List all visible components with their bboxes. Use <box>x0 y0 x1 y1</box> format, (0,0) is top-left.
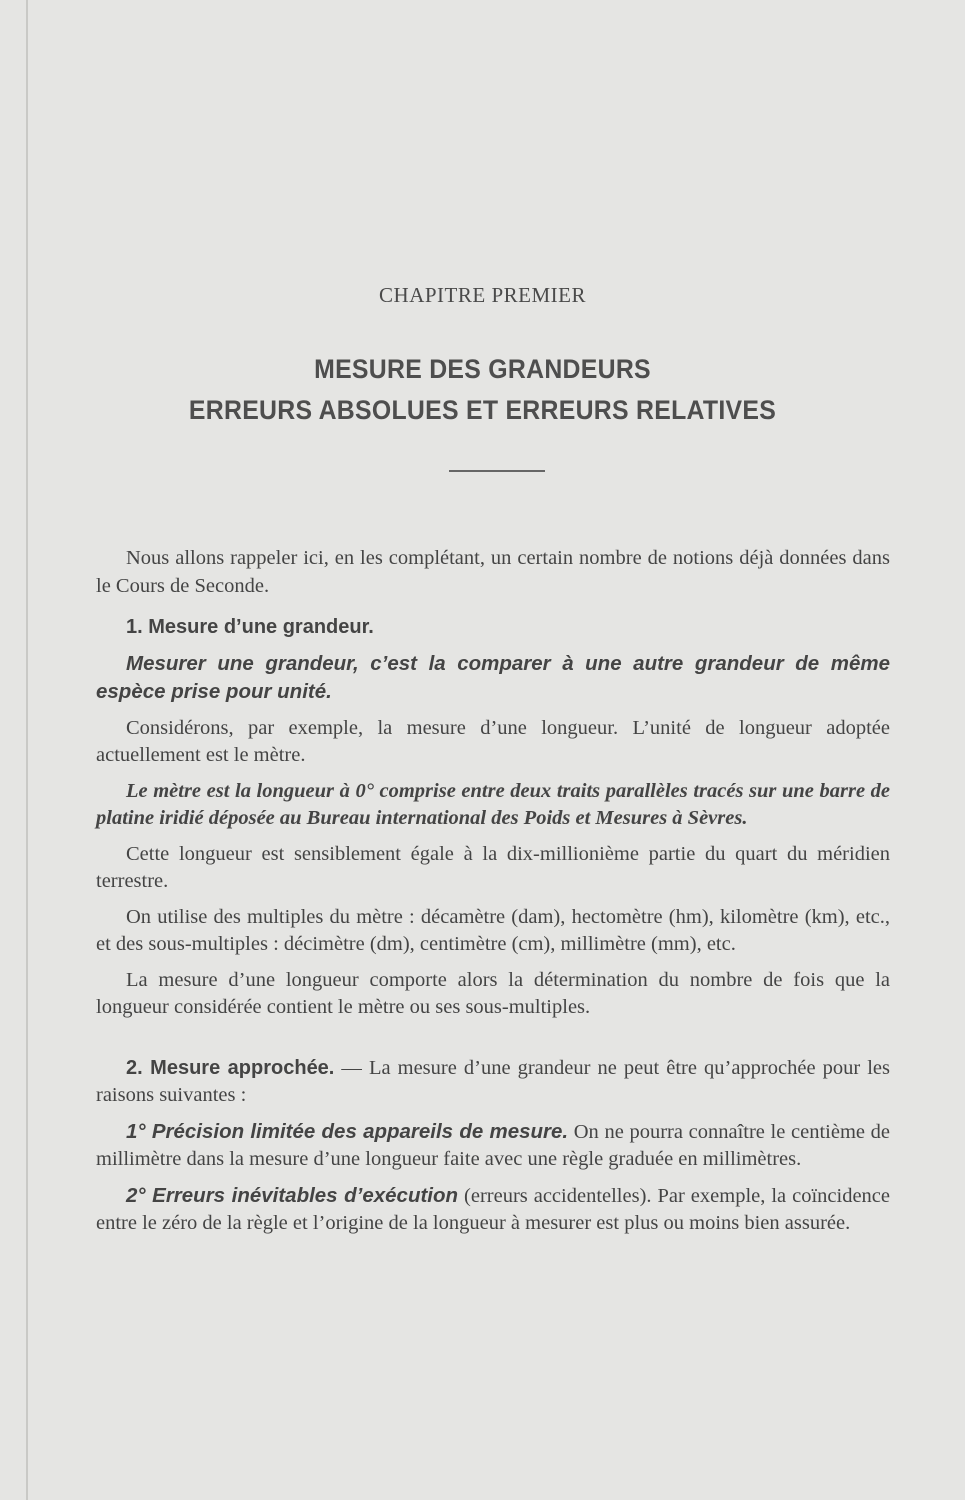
section-2-item-2 <box>96 1182 890 1238</box>
metre-definition-text: Le mètre est la longueur à 0° comprise entre deux traits parallèles tracés sur une barre de platine iridié déposée au Bureau international des Poids et Mesures à Sèvres. <box>96 779 890 829</box>
section-1-paragraph-3: Cette longueur est sensiblement égale à la dix-millionième partie du quart du méridien terrestre. <box>96 842 890 892</box>
item-1-text: On ne pourra connaître le centième de millimètre dans la mesure d’une longueur faite avec une règle graduée en millimètres. <box>96 1120 890 1170</box>
chapter-title-line-1: MESURE DES GRANDEURS <box>314 354 651 384</box>
chapter-label: CHAPITRE PREMIER <box>379 283 586 307</box>
section-1-paragraph-2 <box>96 778 890 833</box>
page-edge-line <box>26 0 28 1500</box>
title-divider <box>449 470 545 472</box>
section-2-heading-text: 2. Mesure approchée. <box>126 1056 335 1079</box>
chapter-title-line-2: ERREURS ABSOLUES ET ERREURS RELATIVES <box>188 395 777 425</box>
section-1-paragraph-5: La mesure d’une longueur comporte alors la détermination du nombre de fois que la longueur considérée contient le mètre ou ses sous-multiples. <box>96 968 890 1018</box>
section-2-intro-text: — La mesure d’une grandeur ne peut être qu’approchée pour les raisons suivantes : <box>96 1056 890 1106</box>
item-2-label: 2° Erreurs inévitables d’exécution <box>126 1183 459 1207</box>
section-1-heading <box>96 614 890 642</box>
section-2-intro <box>96 1055 890 1110</box>
item-1-label: 1° Précision limitée des appareils de mesure. <box>126 1119 569 1143</box>
intro-paragraph: Nous allons rappeler ici, en les complétant, un certain nombre de notions déjà données dans le Cours de Seconde. <box>96 547 890 597</box>
section-2-item-1 <box>96 1118 890 1174</box>
body-text <box>96 545 890 1238</box>
section-1-paragraph-4: On utilise des multiples du mètre : décamètre (dam), hectomètre (hm), kilomètre (km), etc., et des sous-multiples : décimètre (dm), centimètre (cm), millimètre (mm), etc. <box>96 905 890 955</box>
definition-text: Mesurer une grandeur, c’est la comparer à une autre grandeur de même espèce prise pour unité. <box>96 651 890 703</box>
section-1-definition <box>96 650 890 707</box>
item-2-text: (erreurs accidentelles). Par exemple, la coïncidence entre le zéro de la règle et l’origine de la longueur à mesurer est plus ou moins bien assurée. <box>96 1184 890 1234</box>
section-1-heading-text: 1. Mesure d’une grandeur. <box>126 616 374 638</box>
section-1-paragraph-1: Considérons, par exemple, la mesure d’une longueur. L’unité de longueur adoptée actuellement est le mètre. <box>96 716 890 766</box>
